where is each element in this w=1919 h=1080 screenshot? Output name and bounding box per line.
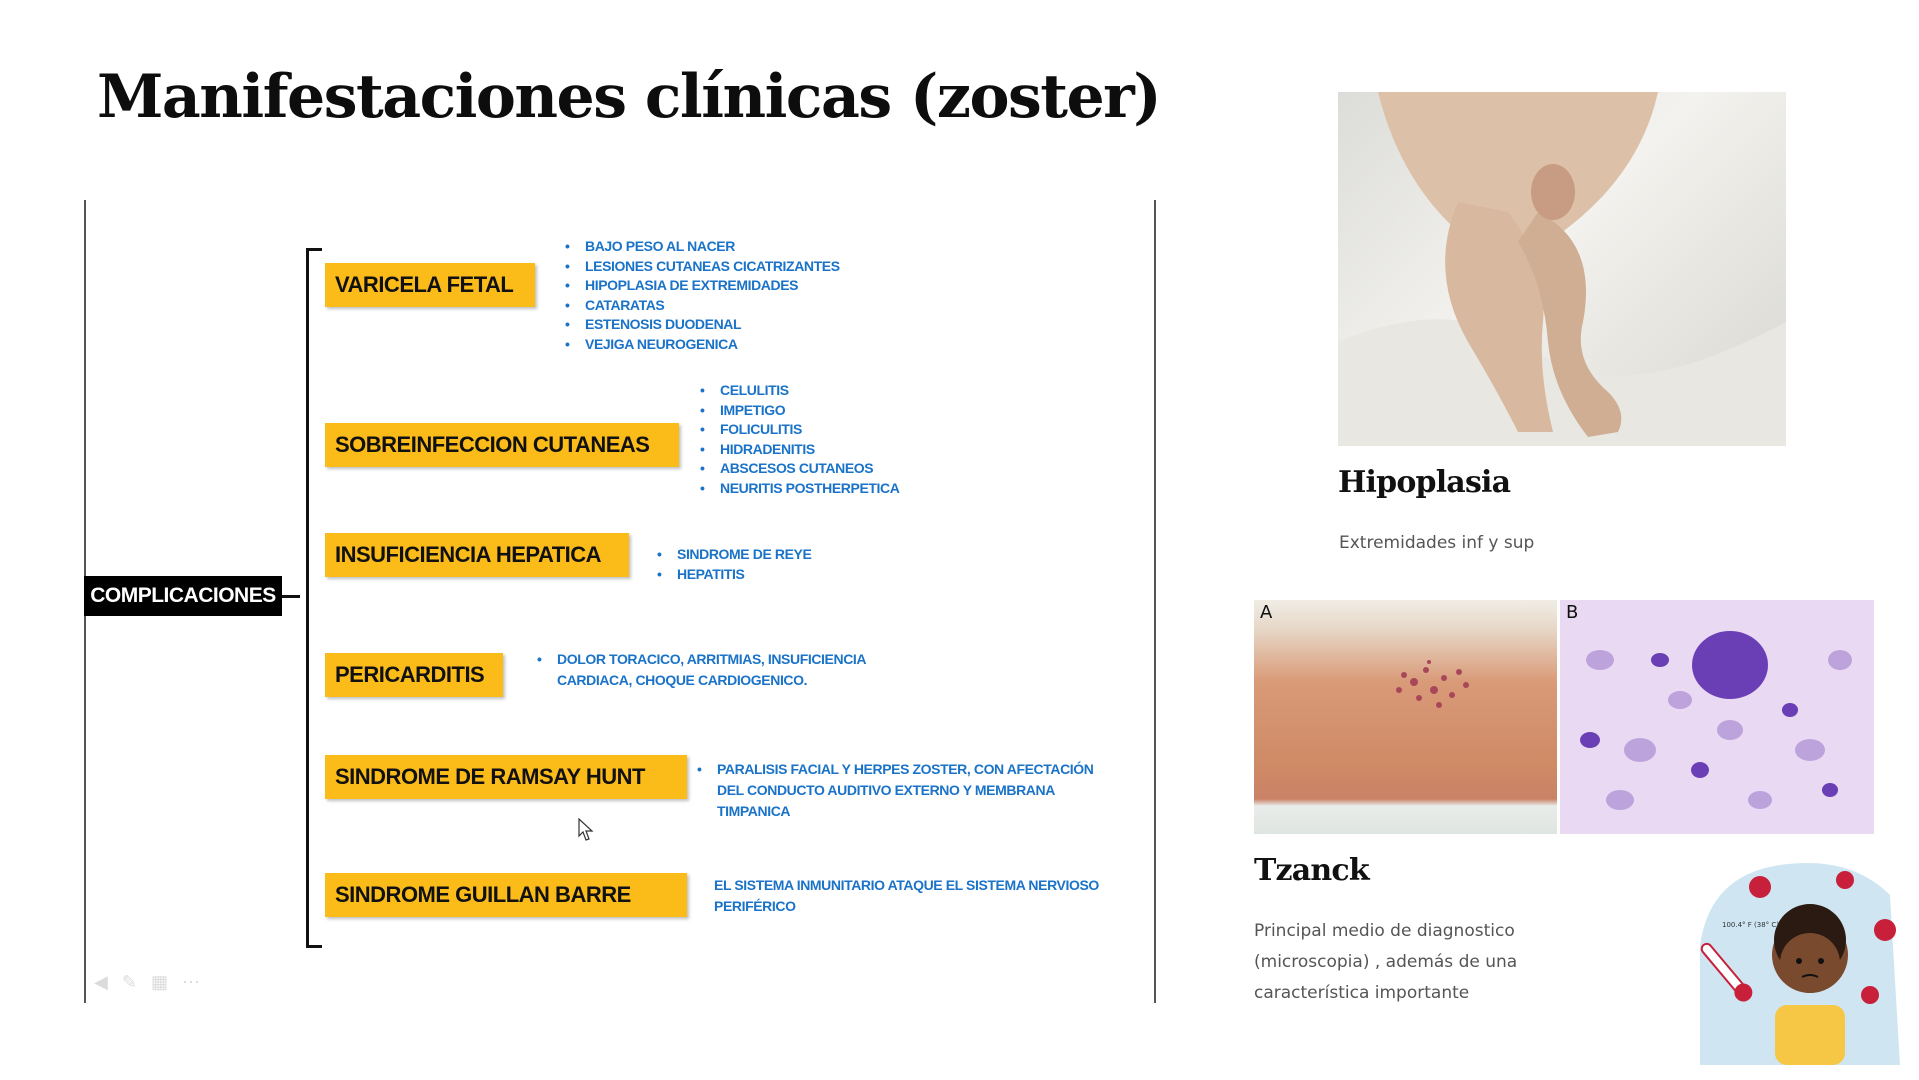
list-item: • PARALISIS FACIAL Y HERPES ZOSTER, CON AFECTACIÓN DEL CONDUCTO AUDITIVO EXTERNO Y MEMBRANA TIMPANICA bbox=[697, 759, 1117, 822]
category-pericarditis: PERICARDITIS bbox=[325, 653, 503, 697]
category-guillan-barre: SINDROME GUILLAN BARRE bbox=[325, 873, 687, 917]
sobreinfeccion-list bbox=[700, 381, 899, 499]
fever-child-illustration bbox=[1690, 855, 1900, 1065]
list-item: • IMPETIGO bbox=[700, 401, 899, 421]
panel-b-label: B bbox=[1566, 602, 1579, 623]
list-item: • SINDROME DE REYE bbox=[657, 545, 811, 565]
varicela-fetal-list bbox=[565, 237, 840, 355]
bracket-top bbox=[306, 248, 322, 251]
slides-icon[interactable]: ▦ bbox=[150, 972, 168, 992]
more-icon[interactable]: ⋯ bbox=[181, 972, 200, 992]
list-item: • HEPATITIS bbox=[657, 565, 811, 585]
tzanck-panel-b bbox=[1560, 600, 1874, 834]
category-insuficiencia-hepatica: INSUFICIENCIA HEPATICA bbox=[325, 533, 629, 577]
category-ramsay-hunt: SINDROME DE RAMSAY HUNT bbox=[325, 755, 687, 799]
diagram-right-border bbox=[1154, 200, 1156, 1003]
skin-lesions-image bbox=[1254, 600, 1557, 834]
microscopy-image bbox=[1560, 600, 1874, 834]
bracket-line bbox=[306, 248, 309, 948]
tzanck-title: Tzanck bbox=[1254, 853, 1369, 888]
list-item: • HIDRADENITIS bbox=[700, 440, 899, 460]
hipoplasia-text: Extremidades inf y sup bbox=[1339, 533, 1535, 553]
list-item: • NEURITIS POSTHERPETICA bbox=[700, 479, 899, 499]
list-item: EL SISTEMA INMUNITARIO ATAQUE EL SISTEMA NERVIOSO PERIFÉRICO bbox=[714, 877, 1099, 914]
tzanck-text: Principal medio de diagnostico (microscopia) , además de una característica importante bbox=[1254, 921, 1518, 1003]
list-item: • CELULITIS bbox=[700, 381, 899, 401]
list-item: • BAJO PESO AL NACER bbox=[565, 237, 840, 257]
category-sobreinfeccion-cutaneas: SOBREINFECCION CUTANEAS bbox=[325, 423, 679, 467]
ramsay-hunt-list bbox=[697, 759, 1117, 822]
tzanck-panel-a bbox=[1254, 600, 1557, 834]
infant-legs-image bbox=[1338, 92, 1786, 446]
complications-diagram bbox=[84, 200, 1156, 1003]
list-item: • CATARATAS bbox=[565, 296, 840, 316]
list-item: • HIPOPLASIA DE EXTREMIDADES bbox=[565, 276, 840, 296]
thermometer-label: 100.4° F (38° C) bbox=[1722, 921, 1779, 929]
pericarditis-list bbox=[537, 649, 937, 691]
insuficiencia-list bbox=[657, 545, 811, 584]
guillan-barre-list bbox=[714, 875, 1134, 917]
list-item: • ESTENOSIS DUODENAL bbox=[565, 315, 840, 335]
presentation-controls[interactable] bbox=[94, 972, 200, 993]
list-item: • DOLOR TORACICO, ARRITMIAS, INSUFICIENCIA CARDIACA, CHOQUE CARDIOGENICO. bbox=[537, 649, 937, 691]
category-varicela-fetal: VARICELA FETAL bbox=[325, 263, 535, 307]
slide-title: Manifestaciones clínicas (zoster) bbox=[97, 62, 1161, 132]
panel-a-label: A bbox=[1260, 602, 1273, 623]
list-item: • LESIONES CUTANEAS CICATRIZANTES bbox=[565, 257, 840, 277]
list-item: • ABSCESOS CUTANEOS bbox=[700, 459, 899, 479]
hipoplasia-photo bbox=[1338, 92, 1786, 446]
root-node: COMPLICACIONES bbox=[84, 576, 282, 616]
pen-icon[interactable]: ✎ bbox=[121, 972, 137, 992]
root-connector bbox=[282, 595, 300, 598]
list-item: • VEJIGA NEUROGENICA bbox=[565, 335, 840, 355]
hipoplasia-title: Hipoplasia bbox=[1338, 465, 1511, 500]
bracket-bottom bbox=[306, 945, 322, 948]
previous-icon[interactable]: ◀ bbox=[94, 972, 108, 992]
list-item: • FOLICULITIS bbox=[700, 420, 899, 440]
mouse-cursor-icon bbox=[578, 818, 596, 842]
